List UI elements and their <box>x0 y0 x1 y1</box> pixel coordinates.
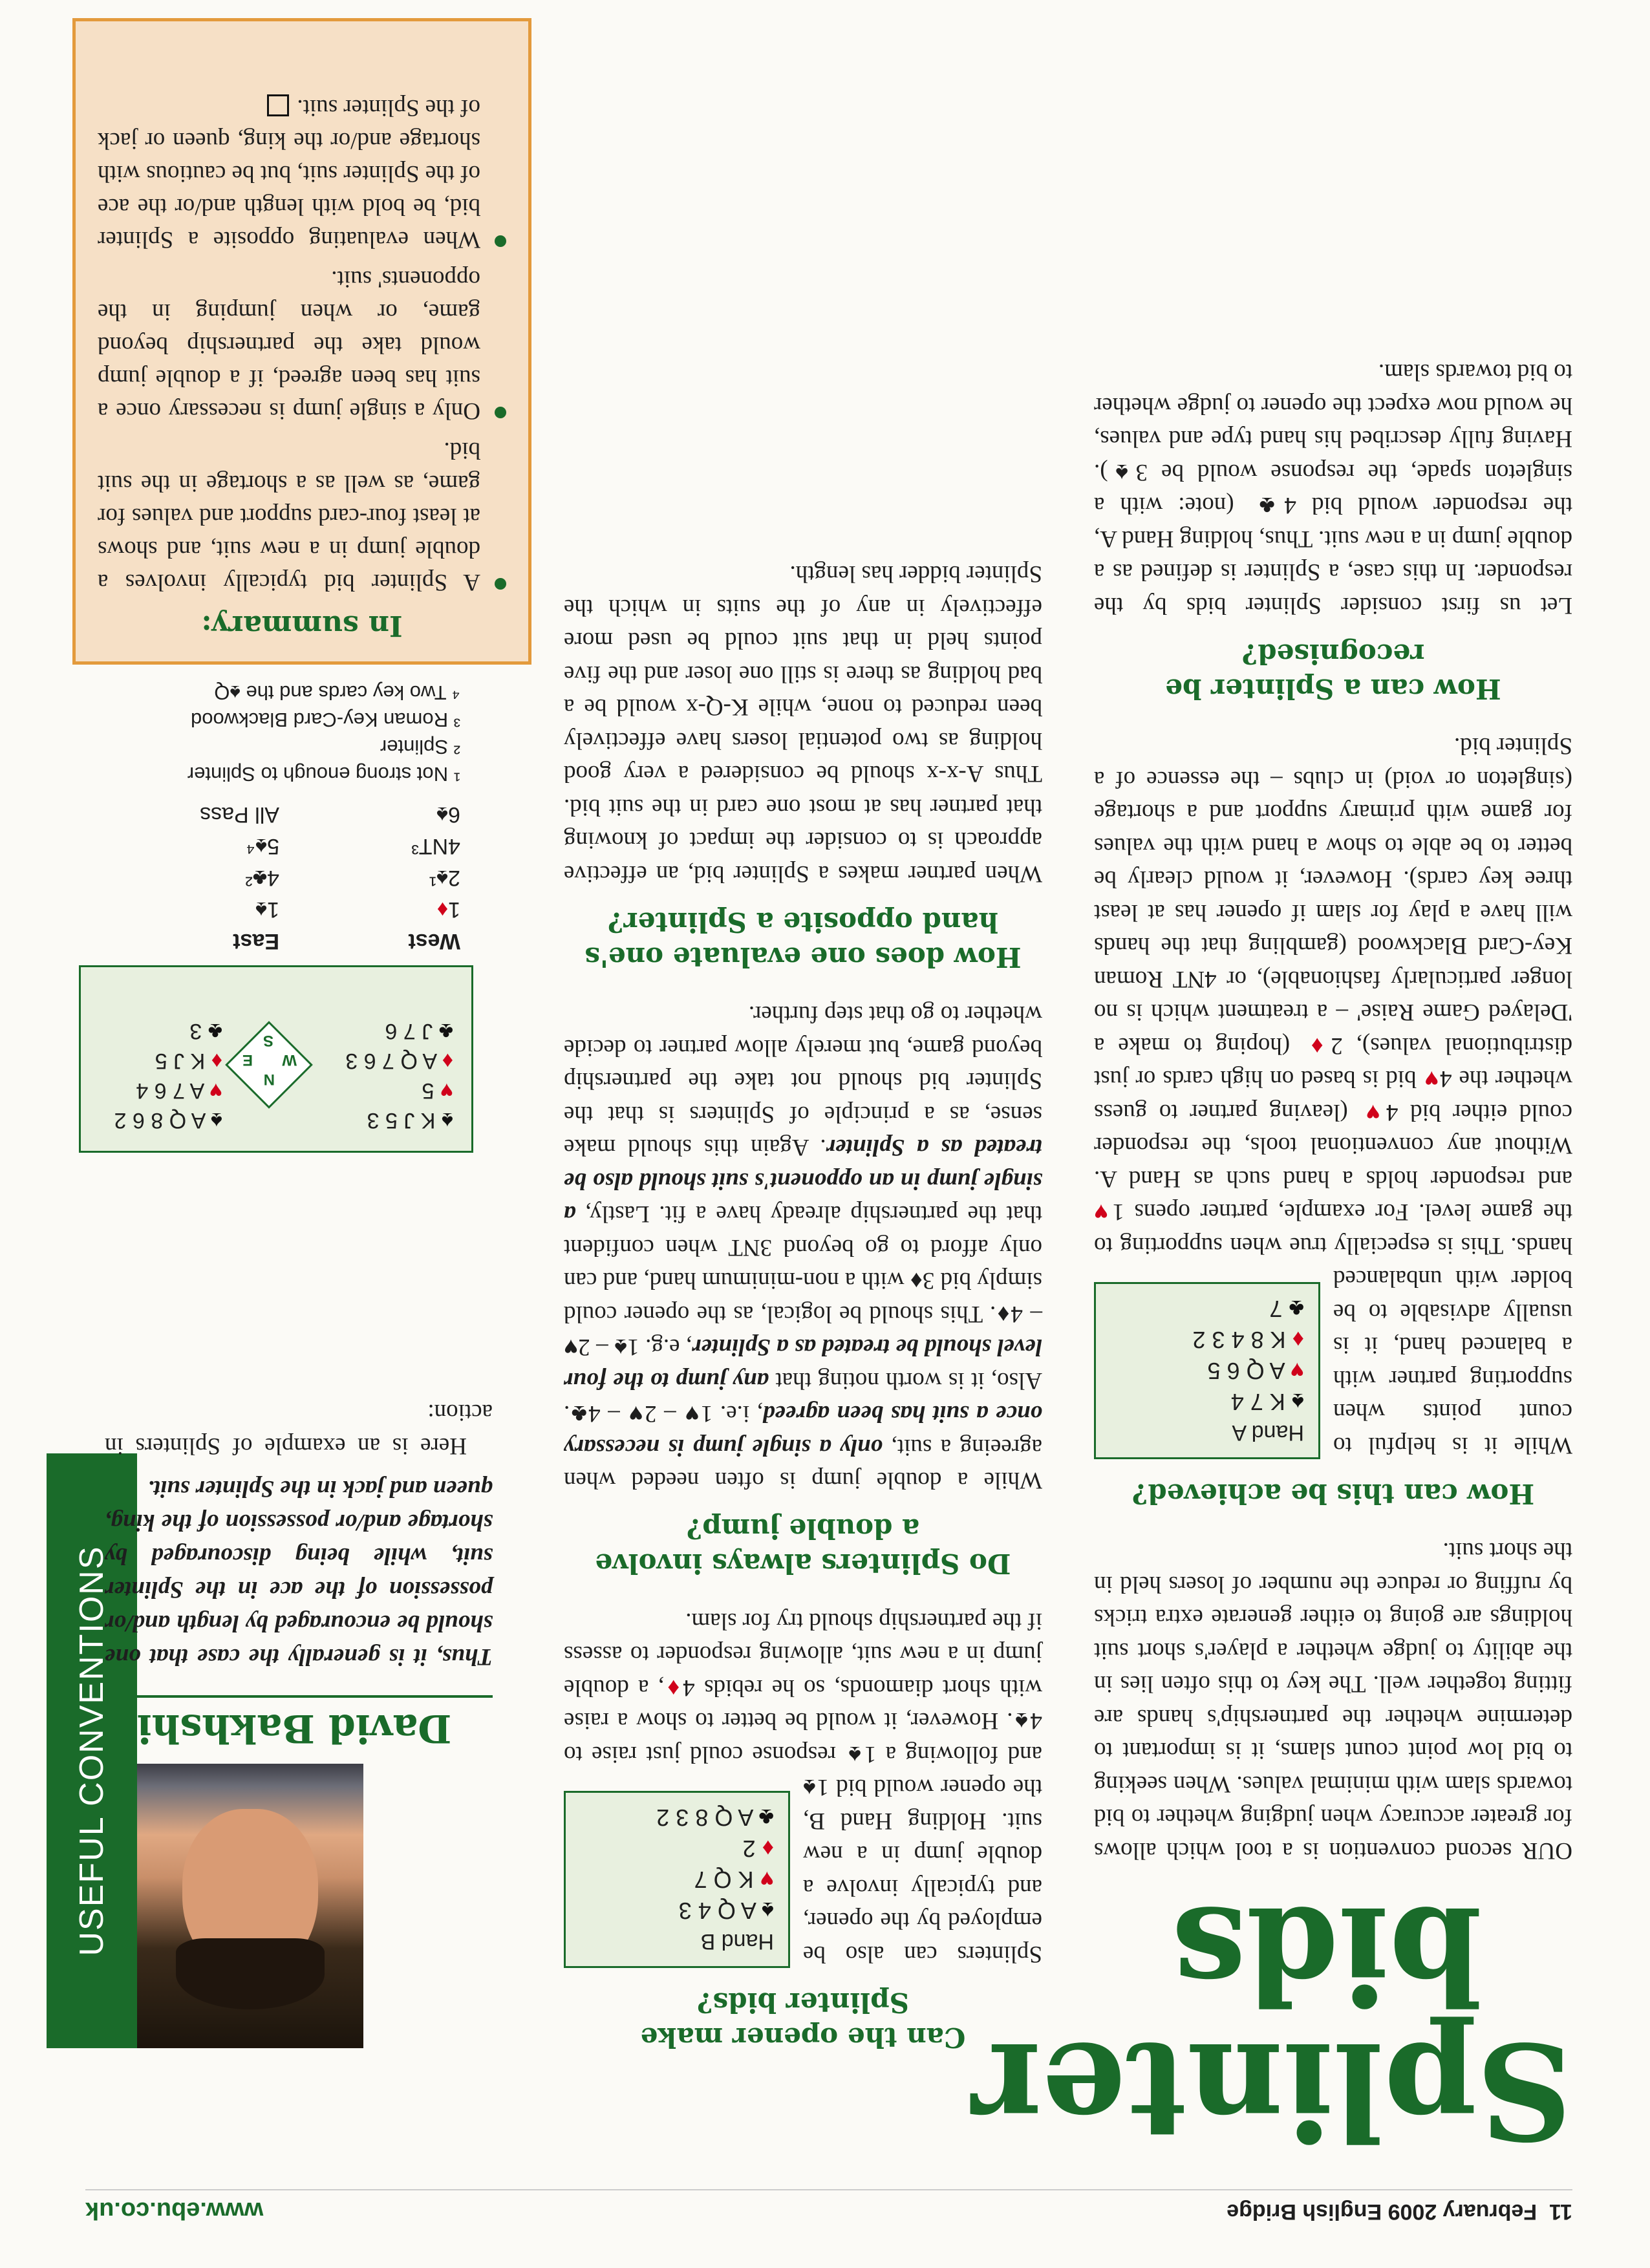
middle-column <box>564 552 1042 2055</box>
end-mark-icon <box>267 94 289 116</box>
auction-cell: 5♠⁴ <box>246 834 279 859</box>
diamond-icon: ♦ <box>211 1049 222 1073</box>
club-icon: ♣ <box>1289 1296 1304 1322</box>
left-column <box>1094 350 1572 1867</box>
auction-cell: 6♠ <box>436 802 460 827</box>
diamond-icon: ♦ <box>442 1049 453 1073</box>
hand-b-label: Hand B <box>700 1929 774 1954</box>
heart-icon: ♥ <box>209 1078 222 1103</box>
west-hand: ♠ K J 5 3 ♥ 5 ♦ A Q 7 6 3 ♣ J 7 6 <box>345 1019 453 1133</box>
summary-box <box>72 18 531 665</box>
auction-cell: All Pass <box>200 802 279 827</box>
footnote: ² Splinter <box>380 736 460 758</box>
title-line1: Splinter <box>971 2013 1572 2168</box>
auction-cell: 1♦ <box>436 897 460 922</box>
summary-heading: In summary: <box>201 609 403 642</box>
spade-icon: ♠ <box>441 1108 453 1133</box>
club-icon: ♣ <box>758 1804 774 1831</box>
deal-diagram <box>79 965 473 1153</box>
heart-icon: ♥ <box>440 1078 453 1103</box>
spade-icon: ♠ <box>761 1898 774 1924</box>
footnote: ¹ Not strong enough to Splinter <box>187 763 460 786</box>
auction-table <box>98 798 460 957</box>
bullet-icon <box>495 578 506 590</box>
summary-item: When evaluating opposite a Splinter bid, be bold with length and/or the ace of the Splinter suit, but be cautious with shortage and/or the king, queen or jack of the Splinter suit. <box>98 91 506 256</box>
bullet-icon <box>495 235 506 247</box>
auction-cell: 4♣² <box>245 866 279 890</box>
heart-icon: ♥ <box>760 1867 774 1893</box>
section-heading-evaluate: How does one evaluate one's hand opposite a Splinter? <box>584 906 1022 973</box>
website-link[interactable]: www.ebu.co.uk <box>85 2197 264 2224</box>
heart-icon: ♥ <box>1290 1358 1304 1384</box>
auction-cell: 4NT³ <box>411 834 460 859</box>
recognised-paragraph: Let us first consider Splinter bids by the responder. In this case, a Splinter is defined as a double jump in a new suit. Thus, holding Hand A, the responder would bid 4♣ (note: with a singleton spade, the response would be 3♠). Having fully described his hand type and values, he would now expect the opener to judge whether to bid towards slam. <box>1094 359 1572 619</box>
hand-a-label: Hand A <box>1232 1420 1304 1445</box>
author-hair <box>176 1938 325 2009</box>
footnotes <box>72 679 460 787</box>
hand-b-box: Hand B ♠ A Q 4 3 ♥ K Q 7 ♦ 2 ♣ A Q 8 3 2 <box>564 1791 790 1968</box>
thus-text: Thus, it is generally the case that one should be encouraged by length and/or possession of the ace in the Splinter suit, while being discouraged by shortage and/or possession of the king, queen and jack in the Splinter suit. <box>105 1475 493 1670</box>
section-heading-opener: Can the opener make Splinter bids? <box>640 1987 966 2053</box>
footnote: ⁴ Two key cards and the ♠Q <box>214 681 460 704</box>
evaluate-paragraph: When partner makes a Splinter bid, an effective approach is to consider the impact of knowing that partner has at most one card in the suit bid. Thus A-x-x should be considered a very good holding as two potential losers have effectively been reduced to none, while K-Q-x would be a bad holding as there is still one loser and the five points held in that suit could be used more effectively in any of the suits in which the Splinter bidder has length. <box>564 561 1042 887</box>
author-name: David Bakhshi <box>137 1695 493 1751</box>
hand-a-box: Hand A ♠ K 7 4 ♥ A Q 6 5 ♦ K 8 4 3 2 ♣ 7 <box>1094 1282 1320 1459</box>
diamond-icon: ♦ <box>1292 1327 1304 1353</box>
auction-cell: 2♠¹ <box>429 866 460 890</box>
section-heading-recognised: How can a Splinter be recognised? <box>1165 638 1501 705</box>
section-heading-double: Do Splinters always involve a double jump? <box>595 1513 1011 1580</box>
series-label: USEFUL CONVENTIONS <box>73 1545 111 1956</box>
compass: N S W E <box>225 1021 313 1109</box>
author-photo <box>137 1764 363 2048</box>
example-intro: Here is an example of Splinters in action: <box>105 1399 493 1459</box>
club-icon: ♣ <box>208 1019 222 1043</box>
spade-icon: ♠ <box>1291 1389 1304 1415</box>
article-title <box>971 1877 1572 2168</box>
auction-header-east: East <box>233 929 279 954</box>
thus-paragraph <box>105 1390 493 1673</box>
summary-item: Only a single jump is necessary once a suit has been agreed, if a double jump would take the partnership beyond game, or when jumping in the opponents' suit. <box>98 262 506 427</box>
diamond-icon: ♦ <box>762 1835 774 1862</box>
summary-item: A Splinter bid typically involves a double jump in a new suit, and shows at least four-card support and values for game, as well as a shortage in the suit bid. <box>98 434 506 599</box>
auction-header-west: West <box>408 929 460 954</box>
auction-cell: 1♠ <box>255 897 279 922</box>
bullet-icon <box>495 407 506 418</box>
club-icon: ♣ <box>438 1019 453 1043</box>
title-line2: bids <box>1172 1877 1482 2032</box>
east-hand: ♠ A Q 8 6 2 ♥ A 7 6 4 ♦ K J 5 ♣ 3 <box>114 1019 222 1133</box>
intro-paragraph: OUR second convention is a tool which allows for greater accuracy when judging whether to bid towards slam with minimal values. When seeking to bid low point count slams, it is important to determine whether the partnership's hands are fitting together well. The key to this often lies in the ability to judge whether a player's short suit holdings are going to either generate extra tricks by ruffing or reduce the number of losers held in the short suit. <box>1094 1537 1572 1864</box>
footer-text: 11 February 2009 English Bridge <box>1227 2199 1572 2224</box>
footnote: ³ Roman Key-Card Blackwood <box>191 709 460 731</box>
page-header <box>85 2189 1572 2229</box>
achieved-paragraph: While it is helpful to count points when supporting partner with a balanced hand, it is usually advisable to be bolder with unbalanced hands. This is especially true when supporting to the game level. For example, partner opens 1♥ and responder holds a hand such as Hand A. Without any conventional tools, the responder could either bid 4♥ (leaving partner to guess whether the 4♥ bid is based on high cards or just distributional values), 2♦ (hoping to make a 'Delayed Game Raise' – a treatment which is no longer particularly fashionable), or 4NT Roman Key-Card Blackwood (gambling that the hands will have a play for slam if opener has at least three key cards). However, it would clearly be better to be able to show a hand with the values for game with primary support and a shortage (singleton or void) in clubs – the essence of a Splinter bid. <box>1093 733 1572 1459</box>
spade-icon: ♠ <box>210 1108 222 1133</box>
double-paragraph: While a double jump is often needed when agreeing a suit, only a single jump is necessary once a suit has been agreed, i.e. 1♥ – 2♥ – 4♣. Also, it is worth noting that any jump to the four level should be treated as a Splinter, e.g. 1♠ – 2♥ – 4♦. This should be logical, as the opener could simply bid 3♦ with a non-minimum hand, and can only afford to go beyond 3NT when confident that the partnership already have a fit. Lastly, a single jump in an opponent's suit should also be treated as a Splinter. Again this should make sense, as a principle of Splinters is that the Splinter bid should not take the partnership beyond game, but merely allow partner to decide whether to go that step further. <box>563 1001 1042 1494</box>
opener-paragraph: Splinters can also be employed by the opener, and typically involve a double jump in a new suit. Holding Hand B, the opener would bid 1♠ and following a 1♠ response could just raise to 4♠. However, it would be better to show a raise with short diamonds, so he rebids 4♦, a double jump in a new suit, allowing responder to assess if the partnership should try for slam. <box>563 1608 1042 1967</box>
section-heading-achieved: How can this be achieved? <box>1131 1478 1535 1510</box>
